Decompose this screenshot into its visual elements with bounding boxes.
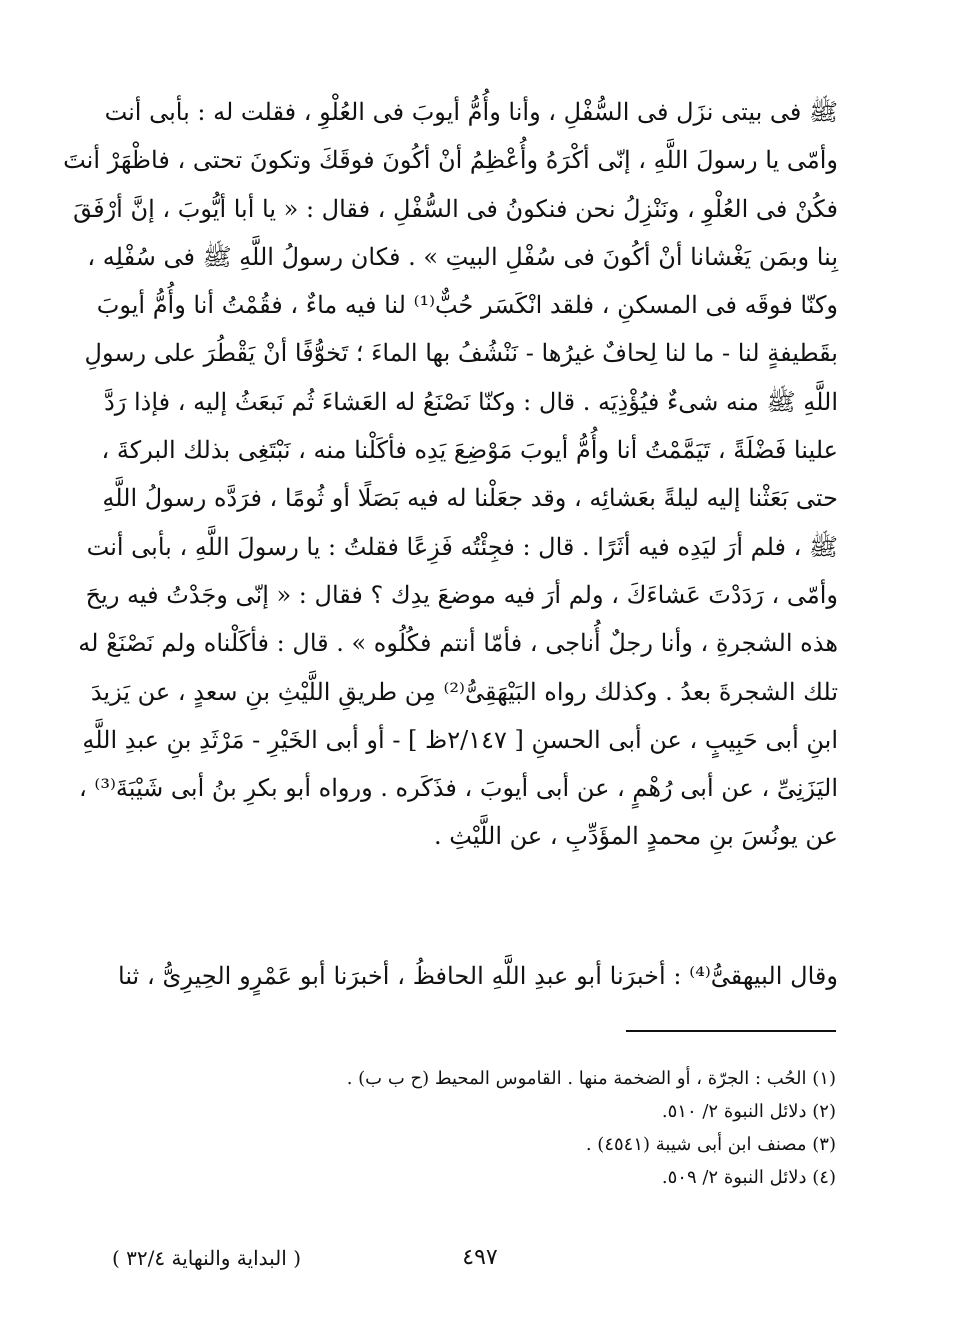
footnote-separator [626,1030,836,1032]
text-line-8: علينا فَضْلَةً ، تَيَمَّمْتُ أنا وأُمُّ أيوبَ مَوْضِعَ يَدِه فأكَلْنا منه ، نَبْتَغِى بذلك البركةَ ، [101,436,838,465]
text-line-16: عن يونُسَ بنِ محمدٍ المؤَدِّبِ ، عن اللَّيْثِ . [434,822,838,851]
text-line-10: ﷺ ، فلم أرَ ليَدِه فيه أثَرًا . قال : فجِئْتُه فَزِعًا فقلتُ : يا رسولَ اللَّهِ ، بأبى أنت [86,532,838,561]
text-line-11: وأمّى ، رَدَدْتَ عَشاءَكَ ، ولم أرَ فيه موضعَ يدِك ؟ فقال : « إنّى وجَدْتُ فيه ريحَ [85,580,838,609]
text-line-13: تلك الشجرةَ بعدُ . وكذلك رواه البَيْهَقِىُّ⁽²⁾ مِن طريقِ اللَّيْثِ بنِ سعدٍ ، عن يَزيدَ [90,677,838,706]
footnote-3: (٣) مصنف ابن أبى شيبة (٤٥٤١) . [585,1134,836,1155]
text-line-2: وأمّى يا رسولَ اللَّهِ ، إنّى أكْرَهُ وأُعْظِمُ أنْ أكُونَ فوقَكَ وتكونَ تحتى ، فاظْهَرْ أنتَ [63,146,838,175]
text-line-5: وكنّا فوقَه فى المسكنِ ، فلقد انْكَسَر حُبٌّ⁽¹⁾ لنا فيه ماءٌ ، فقُمْتُ أنا وأُمُّ أيوبَ [96,291,838,320]
paragraph-start-line: وقال البيهقىُّ⁽⁴⁾ : أخبرَنا أبو عبدِ اللَّهِ الحافظُ ، أخبرَنا أبو عَمْرٍو الحِيرِىُّ ، ثنا [118,962,838,990]
running-footer: ( البداية والنهاية ٣٢/٤ ) [112,1246,301,1270]
text-line-1: ﷺ فى بيتى نزَل فى السُّفْلِ ، وأنا وأُمُّ أيوبَ فى العُلْوِ ، فقلت له : بأبى أنت [104,98,838,126]
text-line-7: اللَّهِ ﷺ منه شىءٌ فيُؤْذِيَه . قال : وكنّا نَصْنَعُ له العَشاءَ ثُم نَبعَثُ إليه ، فإذا رَدَّ [104,387,838,416]
footnote-1: (١) الحُب : الجرّة ، أو الضخمة منها . القاموس المحيط (ح ب ب) . [346,1068,836,1089]
main-text [63,88,838,861]
text-line-4: بِنا وبمَن يَغْشانا أنْ أكُونَ فى سُفْلِ البيتِ » . فكان رسولُ اللَّهِ ﷺ فى سُفْلِه ، [87,242,838,271]
text-line-15: اليَزَنِىِّ ، عن أبى رُهْمٍ ، عن أبى أيوبَ ، فذَكَره . ورواه أبو بكرِ بنُ أبى شَيْبَةَ⁽³⁾ ، [79,774,838,803]
footnote-4: (٤) دلائل النبوة ٢/ ٥٠٩. [661,1167,836,1188]
text-line-3: فكُنْ فى العُلْوِ ، ونَنْزِلُ نحن فنكونُ فى السُّفْلِ ، فقال : « يا أبا أيُّوبَ ، إنَّ أرْفَقَ [73,194,838,223]
footnote-2: (٢) دلائل النبوة ٢/ ٥١٠. [661,1101,836,1122]
text-line-12: هذه الشجرةِ ، وأنا رجلٌ أُناجى ، فأمّا أنتم فكُلُوه » . قال : فأكَلْناه ولم نَصْنَعْ له [78,629,838,658]
footnotes [300,1062,836,1194]
text-line-14: ابنِ أبى حَبِيبٍ ، عن أبى الحسنِ [ ٢/١٤٧ظ ] - أو أبى الخَيْرِ - مَرْثَدِ بنِ عبدِ اللَّهِ [82,725,838,754]
text-line-9: حتى بَعَثْنا إليه ليلةً بعَشائِه ، وقد جعَلْنا له فيه بَصَلًا أو ثُومًا ، فرَدَّه رسولُ اللَّهِ [102,484,838,513]
text-line-6: بقَطيفةٍ لنا - ما لنا لِحافٌ غيرُها - نَنْشُفُ بها الماءَ ؛ تَخوُّفًا أنْ يَقْطُرَ على رسولِ [84,339,838,368]
page-number: ٤٩٧ [462,1245,498,1270]
